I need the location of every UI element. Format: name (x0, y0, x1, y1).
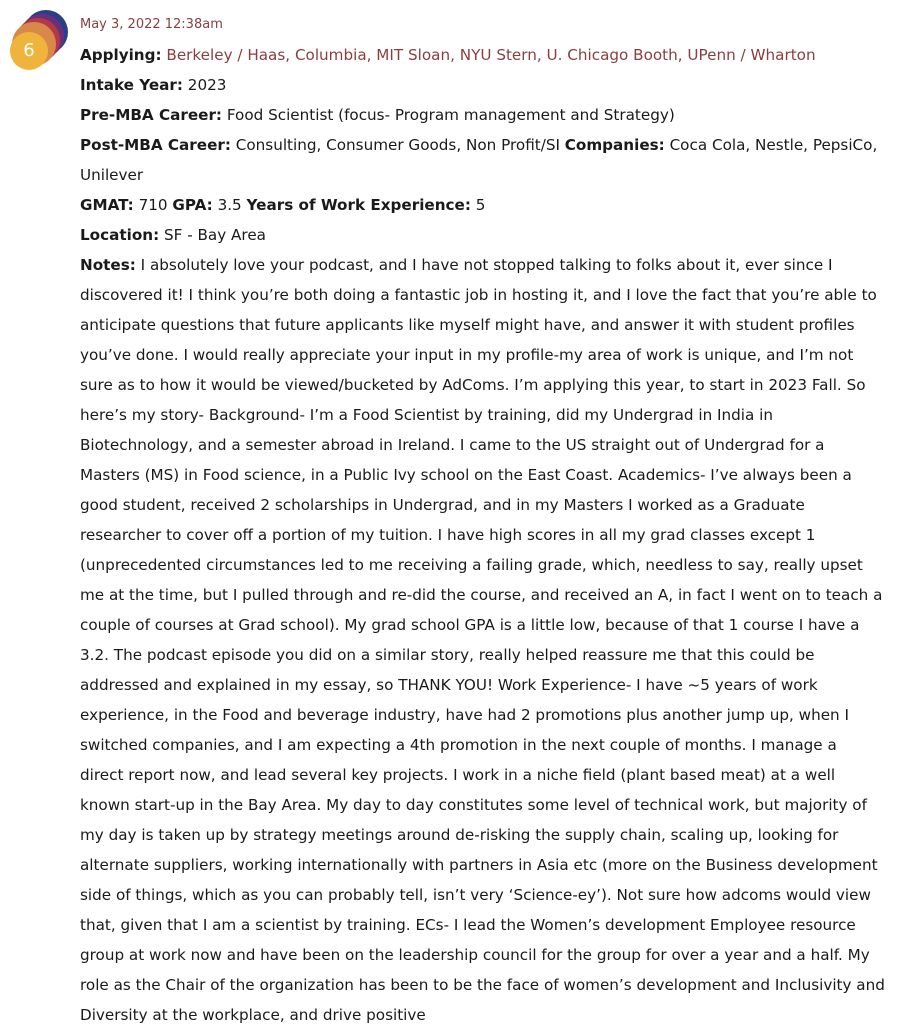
school-link-nyu-stern[interactable]: NYU Stern (459, 46, 537, 64)
gpa-label: GPA: (172, 196, 213, 214)
school-link-wharton[interactable]: UPenn / Wharton (687, 46, 816, 64)
post-mba-value: Consulting, Consumer Goods, Non Profit/SI (235, 136, 560, 154)
intake-row (80, 70, 885, 100)
companies-value: Coca Cola, Nestle, PepsiCo, Unilever (80, 136, 878, 184)
notes-label: Notes: (80, 256, 136, 274)
gmat-label: GMAT: (80, 196, 134, 214)
notes-text: I absolutely love your podcast, and I have not stopped talking to folks about it, ever since I discovered it! I think you’re both doing a fantastic job in hosting it, and I love the fact that you’re able to anticipate questions that future applicants like myself might have, and answer it with student profiles you’ve done. I would really appreciate your input in my profile-my area of work is unique, and I’m not sure as to how it would be viewed/bucketed by AdComs. I’m applying this year, to start in 2023 Fall. So here’s my story- Background- I’m a Food Scientist by training, did my Undergrad in India in Biotechnology, and a semester abroad in Ireland. I came to the US straight out of Undergrad for a Masters (MS) in Food science, in a Public Ivy school on the East Coast. Academics- I’ve always been a good student, received 2 scholarships in Undergrad, and in my Masters I worked as a Graduate researcher to cover off a portion of my tuition. I have high scores in all my grad classes except 1 (unprecedented circumstances led to me receiving a failing grade, which, needless to say, really upset me at the time, but I pulled through and re-did the course, and received an A, in fact I went on to teach a couple of courses at Grad school). My grad school GPA is a little low, because of that 1 course I have a 3.2. The podcast episode you did on a similar story, really helped reassure me that this could be addressed and explained in my essay, so THANK YOU! Work Experience- I have ~5 years of work experience, in the Food and beverage industry, have had 2 promotions plus another jump up, when I switched companies, and I am expecting a 4th promotion in the next couple of months. I manage a direct report now, and lead several key projects. I work in a niche field (plant based meat) at a well known start-up in the Bay Area. My day to day constitutes some level of technical work, but majority of my day is taken up by strategy meetings around de-risking the supply chain, scaling up, looking for alternate suppliers, working internationally with partners in Asia etc (more on the Business development side of things, which as you can probably tell, isn’t very ‘Science-ey’). Not sure how adcoms would view that, given that I am a scientist by training. ECs- I lead the Women’s development Employee resource group at work now and have been on the leadership council for the group for over a year and a half. My role as the Chair of the organization has been to be the face of women’s development and Inclusivity and Diversity at the workplace, and drive positive (80, 256, 885, 1024)
avatar (8, 10, 70, 72)
location-row (80, 220, 885, 250)
intake-value: 2023 (187, 76, 227, 94)
location-value: SF - Bay Area (163, 226, 266, 244)
notes-row (80, 250, 885, 1030)
post-mba-label: Post-MBA Career: (80, 136, 231, 154)
post-date[interactable]: May 3, 2022 12:38am (80, 17, 223, 32)
school-link-haas[interactable]: Berkeley / Haas (166, 46, 286, 64)
post-mba-row (80, 130, 885, 190)
companies-label: Companies: (564, 136, 665, 154)
gmat-value: 710 (138, 196, 168, 214)
gpa-value: 3.5 (217, 196, 242, 214)
applying-row: Applying: Berkeley / Haas, Columbia, MIT Sloan, NYU Stern, U. Chicago Booth, UPenn / Wharton (80, 46, 816, 64)
count-badge: 6 (10, 32, 48, 70)
school-link-mit-sloan[interactable]: MIT Sloan (376, 46, 451, 64)
experience-label: Years of Work Experience: (246, 196, 471, 214)
location-label: Location: (80, 226, 160, 244)
post-content (80, 17, 885, 1030)
school-link-columbia[interactable]: Columbia (294, 46, 367, 64)
pre-mba-row (80, 100, 885, 130)
pre-mba-value: Food Scientist (focus- Program management and Strategy) (226, 106, 675, 124)
school-link-chicago-booth[interactable]: U. Chicago Booth (546, 46, 678, 64)
stats-row (80, 190, 885, 220)
experience-value: 5 (475, 196, 486, 214)
pre-mba-label: Pre-MBA Career: (80, 106, 223, 124)
intake-label: Intake Year: (80, 76, 183, 94)
applying-label: Applying: (80, 46, 162, 64)
